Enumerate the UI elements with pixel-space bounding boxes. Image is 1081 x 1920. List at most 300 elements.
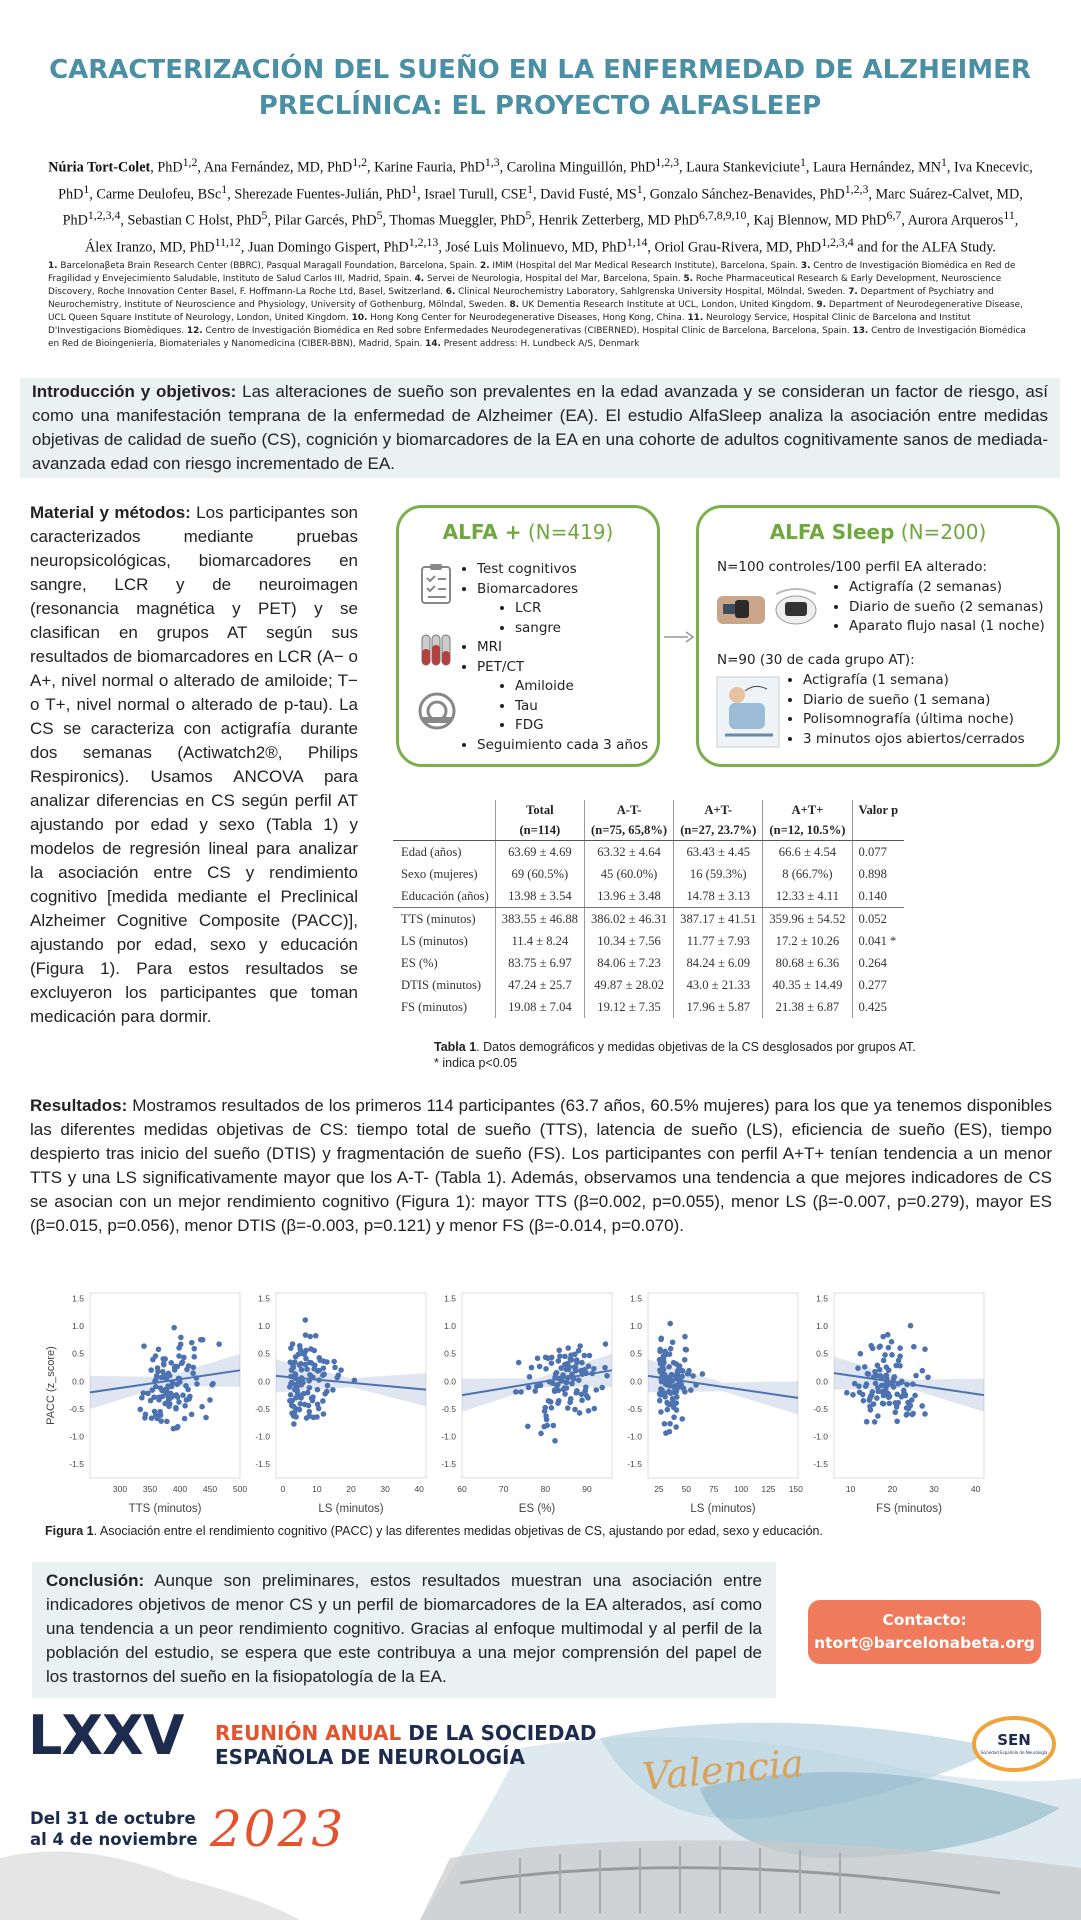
- data-point: [908, 1323, 914, 1329]
- data-point: [545, 1355, 551, 1361]
- data-point: [577, 1343, 583, 1349]
- table-cell: 49.87 ± 28.02: [584, 974, 673, 996]
- data-point: [886, 1367, 892, 1373]
- data-point: [194, 1381, 200, 1387]
- data-point: [148, 1367, 154, 1373]
- data-point: [325, 1383, 331, 1389]
- data-point: [162, 1401, 168, 1407]
- data-point: [307, 1385, 313, 1391]
- table-cell: 63.69 ± 4.69: [495, 841, 584, 864]
- data-point: [203, 1415, 209, 1421]
- data-point: [674, 1407, 680, 1413]
- data-point: [518, 1389, 524, 1395]
- table-cell: 13.96 ± 3.48: [584, 885, 673, 908]
- contact-email[interactable]: ntort@barcelonabeta.org: [814, 1634, 1035, 1652]
- table-cell: 14.78 ± 3.13: [674, 885, 763, 908]
- scanner-icon: [417, 691, 457, 731]
- data-point: [585, 1395, 591, 1401]
- data-point: [322, 1391, 328, 1397]
- data-point: [604, 1373, 610, 1379]
- data-point: [602, 1365, 608, 1371]
- data-point: [688, 1387, 694, 1393]
- y-axis-label: PACC (z_score): [45, 1346, 57, 1425]
- data-point: [568, 1396, 574, 1402]
- table-cell: 16 (59.3%): [674, 863, 763, 885]
- row-label: Educación (años): [393, 885, 495, 908]
- data-point: [897, 1345, 903, 1351]
- data-point: [315, 1402, 321, 1408]
- data-point: [542, 1405, 548, 1411]
- data-point: [891, 1384, 897, 1390]
- data-point: [864, 1381, 870, 1387]
- data-point: [554, 1370, 560, 1376]
- data-point: [901, 1388, 907, 1394]
- table-cell: 84.24 ± 6.09: [674, 952, 763, 974]
- arrow-right-icon: [664, 630, 694, 644]
- table-cell: 0.052: [852, 908, 904, 931]
- table-cell: 69 (60.5%): [495, 863, 584, 885]
- data-point: [875, 1389, 881, 1395]
- y-tick-label: -1.0: [441, 1431, 456, 1442]
- data-point: [862, 1364, 868, 1370]
- col-header: Total: [495, 800, 584, 820]
- data-point: [700, 1371, 706, 1377]
- x-tick-label: 40: [970, 1484, 981, 1494]
- data-point: [171, 1426, 177, 1432]
- group2-list: [785, 671, 1025, 749]
- x-axis-label: TTS (minutos): [128, 1503, 202, 1515]
- data-point: [180, 1392, 186, 1398]
- table-row: [393, 908, 904, 931]
- alfa-plus-list: [459, 560, 648, 755]
- data-point: [529, 1365, 535, 1371]
- data-point: [563, 1379, 569, 1385]
- data-point: [576, 1377, 582, 1383]
- data-point: [544, 1423, 550, 1429]
- contact-box: [808, 1600, 1041, 1664]
- y-tick-label: 1.0: [444, 1321, 456, 1332]
- data-point: [191, 1365, 197, 1371]
- table-cell: 40.35 ± 14.49: [763, 974, 852, 996]
- data-point: [538, 1431, 544, 1437]
- table-header-row: [393, 800, 904, 820]
- data-point: [186, 1363, 192, 1369]
- y-tick-label: 0.0: [444, 1376, 456, 1387]
- data-point: [882, 1391, 888, 1397]
- list-item: • Actigrafía (2 semanas): [849, 578, 1045, 598]
- data-point: [568, 1352, 574, 1358]
- data-point: [865, 1371, 871, 1377]
- data-point: [288, 1392, 294, 1398]
- data-point: [182, 1403, 188, 1409]
- table-note: * indica p<0.05: [434, 1056, 518, 1070]
- data-point: [516, 1360, 522, 1366]
- data-point: [669, 1372, 675, 1378]
- data-point: [324, 1359, 330, 1365]
- data-point: [532, 1388, 538, 1394]
- table-row: [393, 863, 904, 885]
- list-item: • Biomarcadores • LCR • sangre: [477, 580, 648, 639]
- data-point: [683, 1347, 689, 1353]
- data-point: [190, 1370, 196, 1376]
- x-tick-label: 10: [312, 1484, 322, 1494]
- data-point: [513, 1389, 519, 1395]
- data-point: [661, 1367, 667, 1373]
- table-caption: Tabla 1. Datos demográficos y medidas objetivas de la CS desglosados por grupos AT. * indica p<0.05: [434, 1040, 916, 1070]
- data-point: [894, 1418, 900, 1424]
- data-point: [556, 1347, 562, 1353]
- sen-logo-subtext: Sociedad Española de Neurología: [980, 1750, 1048, 1755]
- scatterplot-panel: [627, 1293, 803, 1515]
- data-point: [658, 1409, 664, 1415]
- data-point: [527, 1374, 533, 1380]
- data-point: [168, 1360, 174, 1366]
- list-item: • Aparato flujo nasal (1 noche): [849, 617, 1045, 637]
- table-cell: 0.264: [852, 952, 904, 974]
- row-label: Edad (años): [401, 844, 462, 859]
- data-point: [178, 1335, 184, 1341]
- data-point: [579, 1397, 585, 1403]
- x-axis-label: LS (minutos): [318, 1503, 384, 1515]
- data-point: [187, 1394, 193, 1400]
- data-point: [919, 1403, 925, 1409]
- data-point: [880, 1334, 886, 1340]
- data-point: [663, 1430, 669, 1436]
- x-tick-label: 10: [845, 1484, 856, 1494]
- table-cell: 17.2 ± 10.26: [763, 930, 852, 952]
- data-point: [173, 1406, 179, 1412]
- data-point: [171, 1325, 177, 1331]
- list-item: • Diario de sueño (2 semanas): [849, 598, 1045, 618]
- data-point: [306, 1409, 312, 1415]
- table-cell: 66.6 ± 4.54: [763, 841, 852, 864]
- data-point: [674, 1361, 680, 1367]
- alfa-sleep-box: [696, 505, 1060, 767]
- data-point: [149, 1415, 155, 1421]
- data-point: [321, 1411, 327, 1417]
- scatterplot-panel: [441, 1293, 612, 1515]
- data-point: [154, 1416, 160, 1422]
- data-point: [870, 1346, 876, 1352]
- table-cell: 19.12 ± 7.35: [584, 996, 673, 1018]
- data-point: [301, 1391, 307, 1397]
- table-row: [393, 952, 904, 974]
- data-point: [904, 1411, 910, 1417]
- data-point: [288, 1359, 294, 1365]
- data-point: [887, 1394, 893, 1400]
- data-point: [198, 1337, 204, 1343]
- data-point: [864, 1419, 870, 1425]
- x-tick-label: 500: [232, 1484, 248, 1494]
- list-item: • LCR: [515, 599, 648, 619]
- table-subheader-row: [393, 820, 904, 841]
- data-point: [659, 1379, 665, 1385]
- data-point: [191, 1346, 197, 1352]
- table-row: [393, 974, 904, 996]
- data-point: [314, 1414, 320, 1420]
- data-point: [534, 1384, 540, 1390]
- data-point: [292, 1410, 298, 1416]
- methods-section: [30, 501, 358, 1029]
- x-axis-label: FS (minutos): [876, 1503, 942, 1515]
- data-point: [199, 1404, 205, 1410]
- data-point: [666, 1402, 672, 1408]
- congress-dates: Del 31 de octubre al 4 de noviembre: [30, 1809, 198, 1849]
- table-cell: 0.140: [852, 885, 904, 908]
- table-cell: 11.77 ± 7.93: [674, 930, 763, 952]
- table-cell: 63.43 ± 4.45: [674, 841, 763, 864]
- x-tick-label: 60: [457, 1484, 467, 1494]
- data-point: [303, 1332, 309, 1338]
- data-point: [903, 1393, 909, 1399]
- data-point: [593, 1387, 599, 1393]
- data-point: [544, 1417, 550, 1423]
- data-point: [535, 1355, 541, 1361]
- intro-heading: Introducción y objetivos:: [32, 382, 237, 401]
- data-point: [526, 1385, 532, 1391]
- data-point: [911, 1344, 917, 1350]
- data-point: [681, 1385, 687, 1391]
- data-point: [182, 1416, 188, 1422]
- data-point: [673, 1424, 679, 1430]
- y-tick-label: 1.5: [630, 1293, 642, 1304]
- figure-caption: Figura 1. Asociación entre el rendimiento cognitivo (PACC) y las diferentes medidas objetivas de CS, ajustando por edad, sexo y educación.: [45, 1524, 823, 1538]
- table-cell: 386.02 ± 46.31: [584, 908, 673, 931]
- y-tick-label: -1.5: [813, 1459, 828, 1470]
- data-point: [668, 1390, 674, 1396]
- list-item: • Test cognitivos: [477, 560, 648, 580]
- test-tubes-icon: [419, 633, 453, 669]
- sen-logo: [972, 1716, 1056, 1772]
- data-point: [550, 1423, 556, 1429]
- table-cell: 45 (60.0%): [584, 863, 673, 885]
- data-point: [861, 1398, 867, 1404]
- x-tick-label: 0: [280, 1484, 286, 1494]
- data-point: [537, 1364, 543, 1370]
- data-point: [657, 1398, 663, 1404]
- table-cell: 359.96 ± 54.52: [763, 908, 852, 931]
- x-tick-label: 150: [788, 1484, 803, 1494]
- data-point: [297, 1407, 303, 1413]
- list-item: • PET/CT • Amiloide • Tau • FDG: [477, 658, 648, 736]
- list-item: • MRI: [477, 638, 648, 658]
- data-point: [573, 1390, 579, 1396]
- data-point: [895, 1400, 901, 1406]
- data-point: [690, 1373, 696, 1379]
- lxxv-logo: LXXV: [28, 1704, 184, 1767]
- data-point: [673, 1383, 679, 1389]
- data-point: [850, 1392, 856, 1398]
- city-name: Valencia: [640, 1741, 806, 1799]
- data-point: [313, 1333, 319, 1339]
- x-tick-label: 20: [887, 1484, 898, 1494]
- y-tick-label: 0.5: [72, 1348, 84, 1359]
- data-point: [557, 1353, 563, 1359]
- data-point: [556, 1398, 562, 1404]
- x-tick-label: 70: [498, 1484, 509, 1494]
- list-item: • Diario de sueño (1 semana): [803, 691, 1025, 711]
- y-tick-label: 0.0: [816, 1376, 828, 1387]
- data-point: [293, 1354, 299, 1360]
- data-point: [870, 1389, 876, 1395]
- col-header: A+T+: [763, 800, 852, 820]
- methods-heading: Material y métodos:: [30, 503, 191, 522]
- data-point: [137, 1407, 143, 1413]
- list-item: • FDG: [515, 716, 648, 736]
- data-point: [592, 1406, 598, 1412]
- data-point: [922, 1346, 928, 1352]
- y-tick-label: -1.5: [69, 1459, 84, 1470]
- data-point: [210, 1381, 216, 1387]
- row-label: DTIS (minutos): [401, 977, 482, 992]
- y-tick-label: 0.0: [258, 1376, 270, 1387]
- conclusion-section: [32, 1562, 776, 1698]
- data-point: [667, 1421, 673, 1427]
- data-point: [671, 1414, 677, 1420]
- data-point: [189, 1412, 195, 1418]
- table-cell: 80.68 ± 6.36: [763, 952, 852, 974]
- y-tick-label: 0.5: [444, 1348, 456, 1359]
- data-point: [543, 1366, 549, 1372]
- data-point: [658, 1386, 664, 1392]
- introduction-section: [20, 378, 1060, 478]
- data-point: [576, 1348, 582, 1354]
- results-heading: Resultados:: [30, 1096, 128, 1115]
- table-row: [393, 930, 904, 952]
- data-point: [315, 1387, 321, 1393]
- data-point: [867, 1397, 873, 1403]
- table-cell: 8 (66.7%): [763, 863, 852, 885]
- data-point: [549, 1405, 555, 1411]
- data-point: [922, 1411, 928, 1417]
- data-point: [670, 1339, 676, 1345]
- data-point: [165, 1384, 171, 1390]
- data-point: [562, 1362, 568, 1368]
- data-point: [289, 1380, 295, 1386]
- data-point: [578, 1368, 584, 1374]
- data-point: [299, 1367, 305, 1373]
- data-point: [877, 1343, 883, 1349]
- y-tick-label: -1.5: [627, 1459, 642, 1470]
- y-tick-label: 1.5: [72, 1293, 84, 1304]
- title-line-1: CARACTERIZACIÓN DEL SUEÑO EN LA ENFERMEDAD DE ALZHEIMER: [49, 55, 1031, 85]
- sen-logo-text: SEN: [997, 1731, 1031, 1749]
- y-tick-label: 0.5: [816, 1348, 828, 1359]
- x-tick-label: 400: [172, 1484, 188, 1494]
- data-point: [552, 1389, 558, 1395]
- row-label: TTS (minutos): [401, 911, 476, 926]
- x-tick-label: 75: [708, 1484, 719, 1494]
- table-cell: 383.55 ± 46.88: [495, 908, 584, 931]
- list-item: • 3 minutos ojos abiertos/cerrados: [803, 730, 1025, 750]
- y-tick-label: 1.5: [258, 1293, 270, 1304]
- data-point: [874, 1395, 880, 1401]
- data-point: [893, 1363, 899, 1369]
- table-cell: 0.425: [852, 996, 904, 1018]
- conclusion-heading: Conclusión:: [46, 1571, 145, 1590]
- title-line-2: PRECLÍNICA: EL PROYECTO ALFASLEEP: [258, 91, 822, 121]
- data-point: [874, 1373, 880, 1379]
- data-point: [858, 1351, 864, 1357]
- data-point: [664, 1382, 670, 1388]
- col-subheader: (n=114): [495, 820, 584, 841]
- table-cell: 0.898: [852, 863, 904, 885]
- x-tick-label: 125: [761, 1484, 776, 1494]
- data-point: [176, 1353, 182, 1359]
- data-point: [881, 1358, 887, 1364]
- x-tick-label: 20: [346, 1484, 356, 1494]
- data-point: [892, 1410, 898, 1416]
- table-cell: 84.06 ± 7.23: [584, 952, 673, 974]
- data-point: [160, 1356, 166, 1362]
- methods-text: Los participantes son caracterizados mediante pruebas neuropsicológicas, biomarcadores en sangre, LCR y de neuroimagen (resonancia magnética y PET) y se clasifican en grupos AT según sus resultados de biomarcadores en LCR (A− o A+, nivel normal o alterado de amiloide; T− o T+, nivel normal o alterado de p-tau). La CS se caracteriza con actigrafía durante dos semanas (Actiwatch2®, Philips Respironics). Usamos ANCOVA para analizar diferencias en CS según perfil AT ajustando por edad y sexo (Tabla 1) y modelos de regresión lineal para analizar la asociación entre CS y rendimiento cognitivo [medida mediante el Preclinical Alzheimer Cognitive Composite (PACC)], ajustando por edad, sexo y educación (Figura 1). Para estos resultados se excluyeron los participantes que toman medicación para dormir.: [30, 503, 358, 1026]
- alfa-plus-box: [396, 505, 660, 767]
- y-tick-label: 0.0: [630, 1376, 642, 1387]
- data-point: [913, 1373, 919, 1379]
- data-point: [338, 1367, 344, 1373]
- data-point: [679, 1416, 685, 1422]
- intro-text: Las alteraciones de sueño son prevalentes en la edad avanzada y se consideran un factor de riesgo, así como una manifestación temprana de la enfermedad de Alzheimer (EA). El estudio AlfaSleep analiza la asociación entre medidas objetivas de calidad de sueño (CS), cognición y biomarcadores de la EA en una cohorte de adultos cognitivamente sanos de mediada-avanzada edad con riesgo incrementado de EA.: [32, 382, 1049, 473]
- data-point: [153, 1384, 159, 1390]
- data-point: [682, 1357, 688, 1363]
- data-point: [320, 1398, 326, 1404]
- table-cell: 0.277: [852, 974, 904, 996]
- row-label: Sexo (mujeres): [401, 866, 478, 881]
- data-point: [321, 1371, 327, 1377]
- data-point: [685, 1371, 691, 1377]
- scatterplot-panel: [255, 1293, 426, 1515]
- data-point: [175, 1394, 181, 1400]
- y-tick-label: 1.5: [444, 1293, 456, 1304]
- y-tick-label: -1.0: [69, 1431, 84, 1442]
- y-tick-label: 1.0: [72, 1321, 84, 1332]
- data-point: [170, 1393, 176, 1399]
- col-header: Valor p: [852, 800, 904, 820]
- checklist-icon: [419, 563, 453, 605]
- x-tick-label: 90: [582, 1484, 592, 1494]
- data-point: [912, 1393, 918, 1399]
- scatterplot-panel: [45, 1293, 247, 1515]
- data-point: [159, 1388, 165, 1394]
- contact-label: Contacto:: [882, 1611, 967, 1629]
- row-label: FS (minutos): [401, 999, 468, 1014]
- data-point: [332, 1365, 338, 1371]
- list-item: • Tau: [515, 697, 648, 717]
- data-point: [856, 1383, 862, 1389]
- data-point: [289, 1398, 295, 1404]
- col-subheader: (n=27, 23.7%): [674, 820, 763, 841]
- data-point: [872, 1419, 878, 1425]
- table-cell: 13.98 ± 3.54: [495, 885, 584, 908]
- data-point: [292, 1387, 298, 1393]
- col-header: A-T-: [584, 800, 673, 820]
- data-point: [658, 1337, 664, 1343]
- col-subheader: (n=75, 65,8%): [584, 820, 673, 841]
- x-tick-label: 450: [202, 1484, 218, 1494]
- data-point: [879, 1383, 885, 1389]
- data-point: [331, 1359, 337, 1365]
- data-point: [152, 1409, 158, 1415]
- data-point: [311, 1348, 317, 1354]
- data-point: [666, 1364, 672, 1370]
- y-tick-label: 1.5: [816, 1293, 828, 1304]
- group1-heading: N=100 controles/100 perfil EA alterado:: [717, 559, 988, 575]
- row-label: LS (minutos): [401, 933, 468, 948]
- data-point: [153, 1353, 159, 1359]
- x-tick-label: 30: [929, 1484, 939, 1494]
- data-point: [207, 1397, 213, 1403]
- data-point: [302, 1317, 308, 1323]
